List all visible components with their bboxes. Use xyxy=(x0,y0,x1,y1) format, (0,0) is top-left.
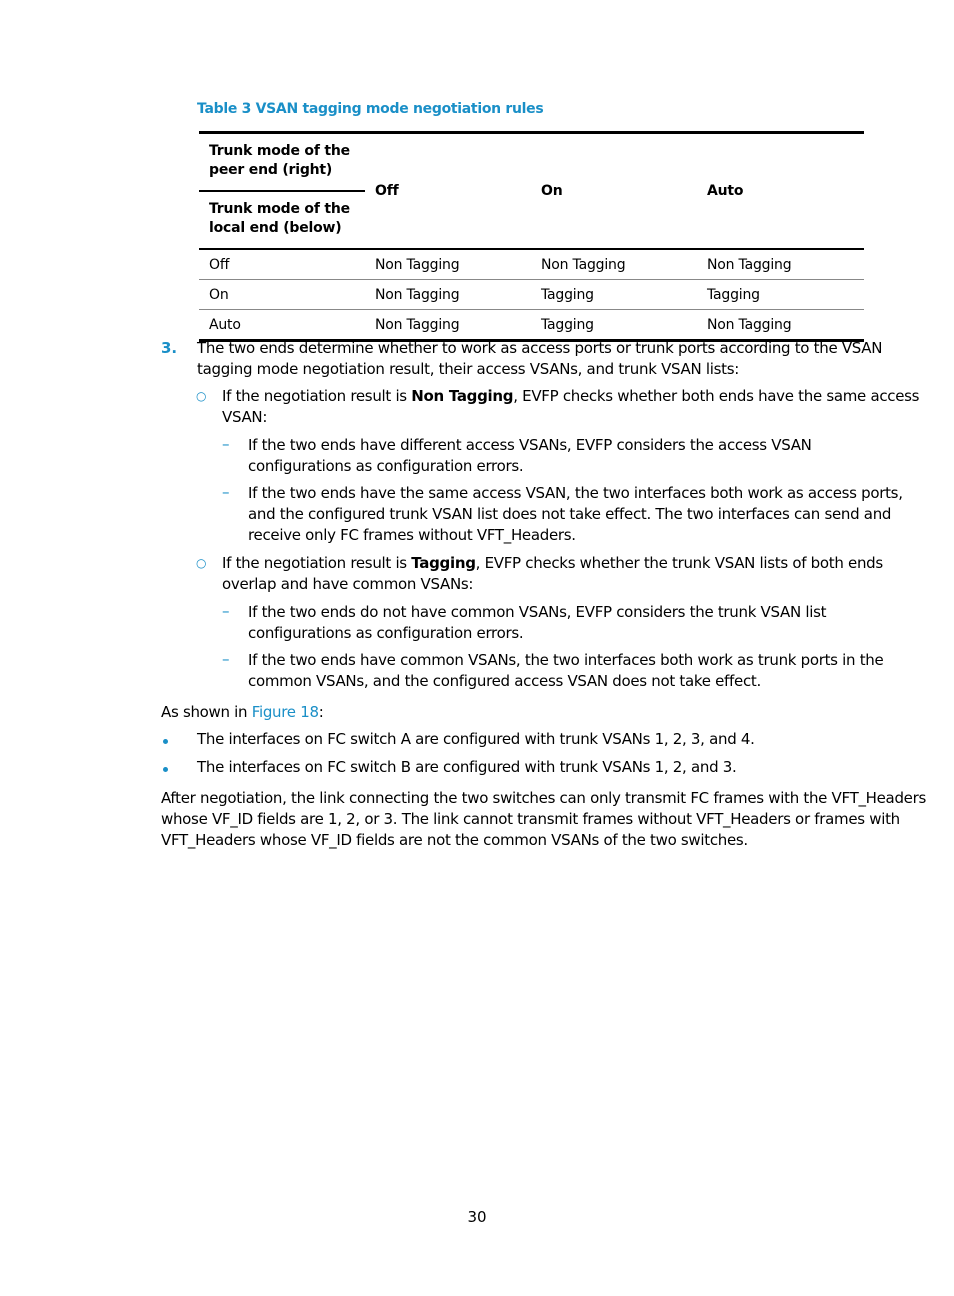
table-cell: Non Tagging xyxy=(365,310,531,341)
circle-bullet-icon: ○ xyxy=(196,389,207,403)
negotiation-rules-table xyxy=(199,131,864,342)
row-label: Off xyxy=(209,256,230,273)
column-header-on: On xyxy=(531,133,697,250)
step3-line2: tagging mode negotiation result, their access VSANs, and trunk VSAN lists: xyxy=(197,360,739,378)
page-number: 30 xyxy=(467,1208,487,1226)
column-header-auto: Auto xyxy=(697,133,864,250)
table-cell: Tagging xyxy=(531,280,697,310)
dash-bullet-icon: – xyxy=(222,602,230,620)
sub2-item1-line1: If the two ends do not have common VSANs, EVFP considers the trunk VSAN list xyxy=(248,603,827,621)
table-cell: Tagging xyxy=(531,310,697,341)
sub1-line2: VSAN: xyxy=(222,408,268,426)
sub2-item2-line1: If the two ends have common VSANs, the two interfaces both work as trunk ports in the xyxy=(248,651,884,669)
sub1-line1: If the negotiation result is Non Tagging, EVFP checks whether both ends have the same access xyxy=(222,387,920,405)
table-row xyxy=(199,249,864,280)
sub1-item1-line1: If the two ends have different access VSANs, EVFP considers the access VSAN xyxy=(248,436,812,454)
sub2-item2-line2: common VSANs, and the configured access VSAN does not take effect. xyxy=(248,672,761,690)
step-number: 3. xyxy=(161,339,178,357)
after-line2: whose VF_ID fields are 1, 2, or 3. The link cannot transmit frames without VFT_Headers or frames with xyxy=(161,810,900,828)
table-cell: Non Tagging xyxy=(365,280,531,310)
corner-header-local: Trunk mode of the local end (below) xyxy=(199,191,365,249)
sub1-item2-line1: If the two ends have the same access VSAN, the two interfaces both work as access ports, xyxy=(248,484,903,502)
column-header-off: Off xyxy=(365,133,531,250)
sub1-item2-line2: and the configured trunk VSAN list does not take effect. The two interfaces can send and xyxy=(248,505,892,523)
figure-link[interactable]: Figure 18 xyxy=(251,703,319,721)
sub2-line2: overlap and have common VSANs: xyxy=(222,575,474,593)
sub1-item1-line2: configurations as configuration errors. xyxy=(248,457,524,475)
bullet-switch-b: The interfaces on FC switch B are configured with trunk VSANs 1, 2, and 3. xyxy=(197,758,737,776)
table-caption: Table 3 VSAN tagging mode negotiation rules xyxy=(197,101,544,117)
table-cell: Non Tagging xyxy=(375,256,460,273)
bullet-dot-icon xyxy=(163,767,168,772)
after-line1: After negotiation, the link connecting the two switches can only transmit FC frames with the VFT_Headers xyxy=(161,789,926,807)
table-row xyxy=(199,310,864,341)
row-label: On xyxy=(199,280,365,310)
dash-bullet-icon: – xyxy=(222,435,230,453)
dash-bullet-icon: – xyxy=(222,650,230,668)
table-cell: Non Tagging xyxy=(541,256,626,273)
table-cell: Non Tagging xyxy=(707,256,792,273)
dash-bullet-icon: – xyxy=(222,483,230,501)
table-row xyxy=(199,280,864,310)
shown-in-paragraph: As shown in Figure 18: xyxy=(161,703,324,721)
step3-line1: The two ends determine whether to work as access ports or trunk ports according to the VSAN xyxy=(197,339,883,357)
sub1-item2-line3: receive only FC frames without VFT_Headers. xyxy=(248,526,576,544)
table-cell: Tagging xyxy=(697,280,864,310)
circle-bullet-icon: ○ xyxy=(196,556,207,570)
sub2-item1-line2: configurations as configuration errors. xyxy=(248,624,524,642)
corner-header-peer: Trunk mode of the peer end (right) xyxy=(199,133,365,192)
bullet-switch-a: The interfaces on FC switch A are configured with trunk VSANs 1, 2, 3, and 4. xyxy=(197,730,755,748)
table-cell: Non Tagging xyxy=(697,310,864,341)
after-line3: VFT_Headers whose VF_ID fields are not the common VSANs of the two switches. xyxy=(161,831,748,849)
sub2-line1: If the negotiation result is Tagging, EVFP checks whether the trunk VSAN lists of both ends xyxy=(222,554,883,572)
bullet-dot-icon xyxy=(163,739,168,744)
row-label: Auto xyxy=(199,310,365,341)
